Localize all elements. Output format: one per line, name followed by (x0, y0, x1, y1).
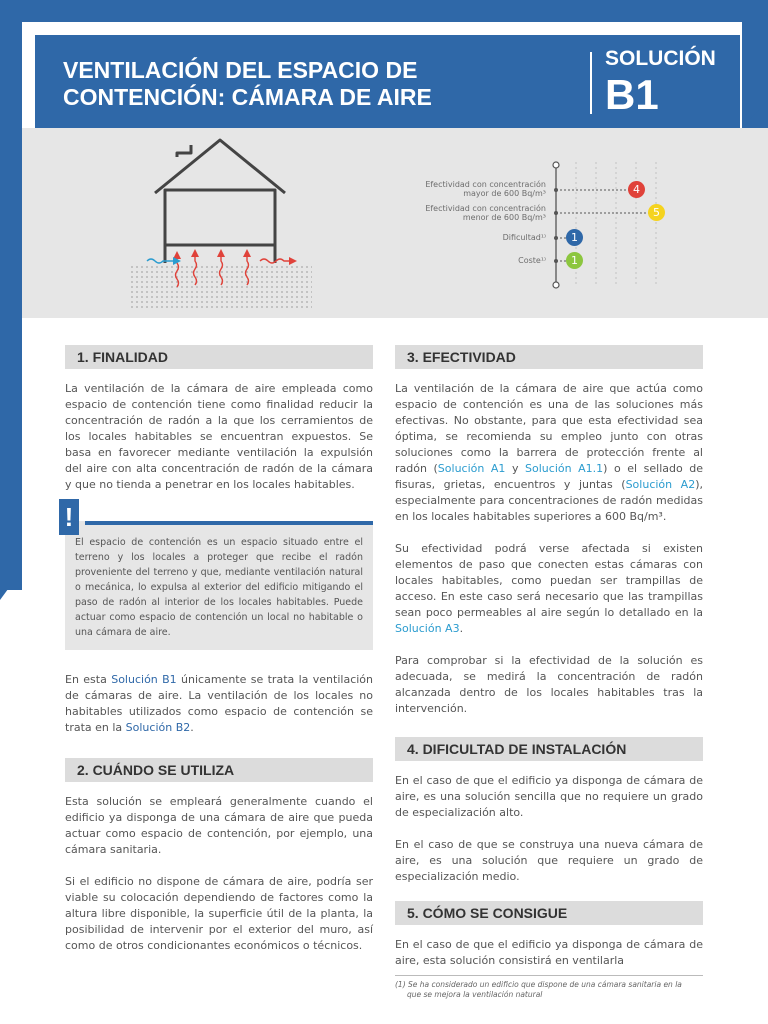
scale-label-difficulty: Dificultad¹⁾ (502, 233, 546, 242)
section-heading-dificultad: 4. DIFICULTAD DE INSTALACIÓN (395, 737, 703, 761)
score-badge-cost: 1 (566, 252, 583, 269)
scope-paragraph: En esta Solución B1 únicamente se trata la ventilación de cámaras de aire. La ventilación de los locales no habitables utilizados como espacio de contención se trata en la Solución B2. (65, 673, 374, 734)
link-solucion-b1[interactable]: Solución B1 (111, 673, 177, 686)
link-solucion-a3[interactable]: Solución A3 (395, 622, 460, 635)
cuando-paragraph-1: Esta solución se empleará generalmente cuando el edificio ya disponga de una cámara de aire que pueda actuar como espacio de contención, por ejemplo, una cámara sanitaria. (65, 795, 373, 856)
definition-callout (64, 502, 373, 650)
title-line-1: VENTILACIÓN DEL ESPACIO DE (63, 57, 418, 83)
link-solucion-a2[interactable]: Solución A2 (625, 478, 696, 491)
left-column (65, 345, 373, 970)
frame-top (0, 0, 768, 22)
exclamation-icon: ! (59, 499, 79, 535)
finalidad-paragraph: La ventilación de la cámara de aire empleada como espacio de contención tiene como finalidad reducir la concentración de radón a la que los cerramientos de los locales habitables se encuentran expuestos. Se basa en favorecer mediante ventilación la expulsión del aire con alta concentración de radón de la cámara y que no tienda a penetrar en los locales habitables. (65, 382, 373, 491)
link-solucion-a1[interactable]: Solución A1 (437, 462, 506, 475)
section-heading-finalidad: 1. FINALIDAD (65, 345, 373, 369)
scale-label-effectiveness-low: Efectividad con concentración menor de 600 Bq/m³ (425, 204, 546, 222)
solution-code: B1 (605, 71, 659, 118)
frame-left (0, 0, 22, 590)
dificultad-paragraph-2: En el caso de que se construya una nueva cámara de aire, es una solución que requiere un grado de especialización medio. (395, 838, 703, 883)
score-badge-effectiveness-high: 4 (628, 181, 645, 198)
link-solucion-b2[interactable]: Solución B2 (125, 721, 191, 734)
score-badge-difficulty: 1 (566, 229, 583, 246)
page-title (63, 57, 533, 111)
efectividad-paragraph-1: La ventilación de la cámara de aire que actúa como espacio de contención es una de las soluciones más efectivas. No obstante, para que esta efectividad sea óptima, se recomienda su empleo junto con otras soluciones como la barrera de protección frente al radón (Solución A1 y Solución A1.1) o el sellado de fisuras, grietas, encuentros y juntas (Solución A2), especialmente para concentraciones de radón medidas en los locales habitables superiores a 600 Bq/m³. (395, 382, 703, 523)
header-divider (590, 52, 592, 114)
section-heading-como: 5. CÓMO SE CONSIGUE (395, 901, 703, 925)
right-column (395, 345, 703, 985)
footnote: (1) Se ha considerado un edificio que dispone de una cámara sanitaria en la que se mejora la ventilación natural (395, 980, 682, 999)
dificultad-paragraph-1: En el caso de que el edificio ya disponga de cámara de aire, es una solución sencilla que no requiere un grado de especialización alto. (395, 774, 703, 819)
section-heading-efectividad: 3. EFECTIVIDAD (395, 345, 703, 369)
scale-label-cost: Coste¹⁾ (518, 256, 546, 265)
frame-right-corner (742, 100, 768, 128)
cuando-paragraph-2: Si el edificio no dispone de cámara de aire, podría ser viable su colocación dependiendo de factores como la altura libre disponible, la superficie útil de la planta, la posibilidad de intervenir por el exterior del muro, así como de otros condicionantes económicos o técnicos. (65, 875, 373, 952)
como-paragraph-1: En el caso de que el edificio ya disponga de cámara de aire, esta solución consistirá en ventilarla (395, 938, 703, 967)
score-badge-effectiveness-low: 5 (648, 204, 665, 221)
house-icon (125, 135, 315, 313)
frame-left-corner (0, 570, 22, 600)
title-line-2: CONTENCIÓN: CÁMARA DE AIRE (63, 84, 432, 110)
callout-bar (85, 521, 373, 525)
footnote-divider (395, 975, 703, 976)
efectividad-paragraph-2: Su efectividad podrá verse afectada si existen elementos de paso que conecten estas cámaras con locales habitables, como puedan ser trampillas de acceso. En este caso será necesario que las trampillas sean poco permeables al aire según lo detallado en la Solución A3. (395, 542, 703, 635)
page-header (35, 35, 740, 129)
callout-text: El espacio de contención es un espacio situado entre el terreno y los locales a proteger que recibe el radón proveniente del terreno y que, mediante ventilación natural o mecánica, lo expulsa al exterior del edificio mitigando el paso de radón al interior de los locales habitables. Puede actuar como espacio de contención un local no habitable o una cámara de aire. (75, 537, 363, 638)
link-solucion-a1-1[interactable]: Solución A1.1 (525, 462, 604, 475)
scale-label-effectiveness-high: Efectividad con concentración mayor de 600 Bq/m³ (425, 180, 546, 198)
rating-scale (420, 150, 740, 300)
efectividad-paragraph-3: Para comprobar si la efectividad de la solución es adecuada, se medirá la concentración de radón alcanzada dentro de los locales habitables tras la intervención. (395, 654, 703, 715)
section-heading-cuando: 2. CUÁNDO SE UTILIZA (65, 758, 373, 782)
solution-label: SOLUCIÓN (605, 47, 716, 70)
